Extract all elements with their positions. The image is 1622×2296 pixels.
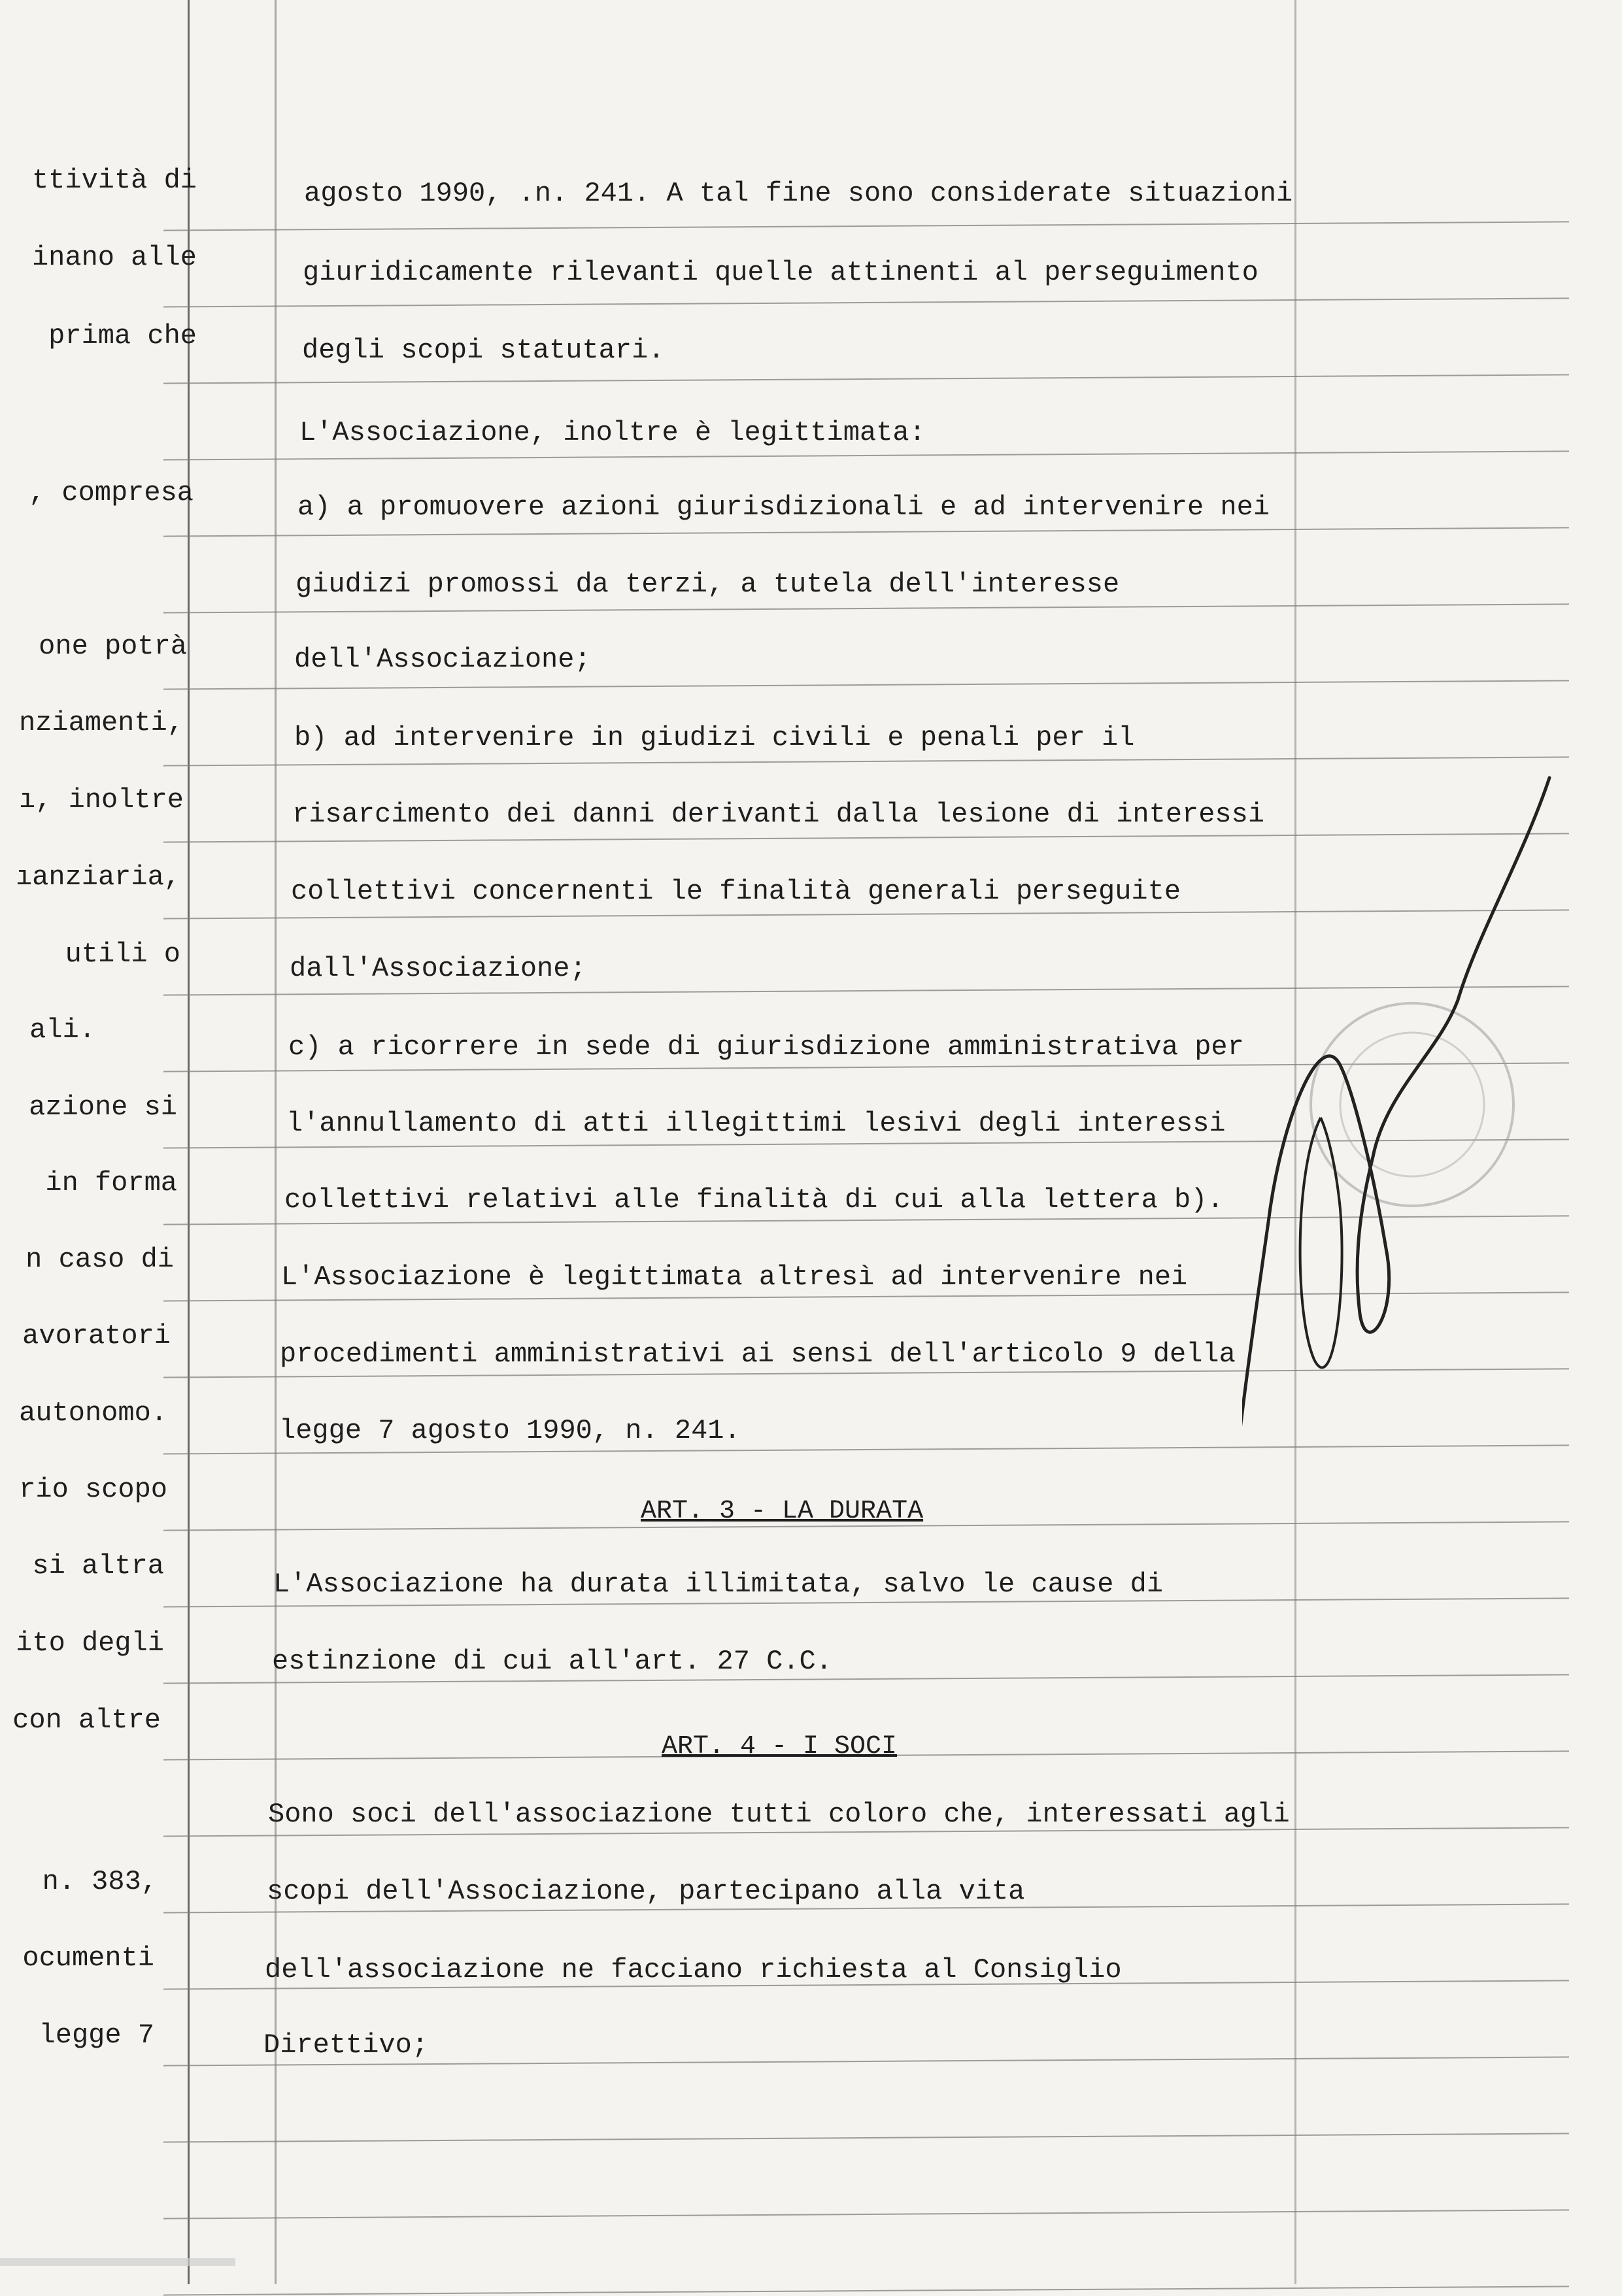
body-line: c) a ricorrere in sede di giurisdizione amministrativa per: [288, 1031, 1244, 1063]
margin-fragment: con altre: [12, 1705, 161, 1736]
margin-fragment: nziamenti,: [18, 707, 184, 739]
signature: [1242, 778, 1549, 1471]
body-line: L'Associazione, inoltre è legittimata:: [299, 417, 926, 448]
body-line: l'annullamento di atti illegittimi lesivi degli interessi: [286, 1108, 1226, 1139]
margin-fragment: utili o: [65, 939, 180, 970]
margin-fragment: ı, inoltre: [18, 784, 184, 816]
signature-and-stamp: [1242, 752, 1608, 1536]
margin-fragment: one potrà: [39, 631, 187, 662]
margin-fragment: ttività di: [31, 165, 197, 196]
scan-edge: [0, 2258, 235, 2266]
body-line: scopi dell'Associazione, partecipano alla vita: [267, 1876, 1025, 1907]
margin-fragment: autonomo.: [19, 1397, 167, 1429]
stamp-inner-circle: [1340, 1033, 1484, 1176]
margin-fragment: n. 383,: [42, 1866, 158, 1897]
body-line: legge 7 agosto 1990, n. 241.: [279, 1415, 741, 1446]
ruled-line: [163, 603, 1569, 613]
margin-fragment: azione si: [29, 1091, 177, 1123]
margin-fragment: si altra: [32, 1550, 164, 1582]
margin-fragment: inano alle: [31, 242, 197, 273]
margin-fragment: ıanziaria,: [15, 861, 180, 893]
ruled-line: [163, 2133, 1569, 2142]
margin-fragment: avoratori: [22, 1320, 171, 1352]
body-line: collettivi concernenti le finalità generali perseguite: [291, 876, 1181, 907]
ruled-line: [163, 221, 1569, 231]
margin-fragment: rio scopo: [19, 1474, 167, 1505]
margin-fragment: prima che: [48, 320, 197, 352]
ruled-line: [163, 450, 1569, 460]
body-line: giuridicamente rilevanti quelle attinenti al perseguimento: [303, 257, 1259, 288]
body-line: L'Associazione ha durata illimitata, salvo le cause di: [273, 1569, 1164, 1600]
body-line: b) ad intervenire in giudizi civili e penali per il: [294, 722, 1135, 754]
ruled-line: [163, 527, 1569, 537]
article-heading: ART. 4 - I SOCI: [662, 1732, 898, 1761]
body-line: agosto 1990, .n. 241. A tal fine sono considerate situazioni: [304, 178, 1293, 209]
margin-fragment: in forma: [45, 1167, 177, 1199]
article-heading: ART. 3 - LA DURATA: [641, 1497, 924, 1526]
ruled-line: [163, 297, 1569, 307]
margin-fragment: legge 7: [39, 2020, 154, 2051]
body-line: collettivi relativi alle finalità di cui alla lettera b).: [284, 1184, 1224, 1216]
body-line: degli scopi statutari.: [302, 335, 665, 366]
body-line: dall'Associazione;: [290, 953, 586, 984]
body-line: dell'Associazione;: [294, 644, 591, 675]
margin-fragment: ali.: [29, 1014, 95, 1046]
signature-loop: [1300, 1118, 1342, 1367]
margin-fragment: ito degli: [16, 1627, 164, 1659]
ruled-line: [163, 2209, 1569, 2219]
body-line: giudizi promossi da terzi, a tutela dell'interesse: [296, 569, 1120, 600]
body-line: risarcimento dei danni derivanti dalla lesione di interessi: [292, 799, 1265, 830]
body-line: procedimenti amministrativi ai sensi dell'articolo 9 della: [280, 1339, 1236, 1370]
margin-fragment: n caso di: [25, 1244, 174, 1275]
body-line: a) a promuovere azioni giurisdizionali e ad intervenire nei: [297, 491, 1270, 523]
margin-fragment: , compresa: [28, 477, 194, 508]
ruled-line: [163, 680, 1569, 690]
ruled-line: [163, 2286, 1569, 2295]
body-line: estinzione di cui all'art. 27 C.C.: [272, 1646, 832, 1677]
body-line: L'Associazione è legittimata altresì ad intervenire nei: [281, 1261, 1188, 1293]
ruled-line: [163, 374, 1569, 384]
margin-fragment: ocumenti: [22, 1942, 154, 1974]
body-line: Sono soci dell'associazione tutti coloro che, interessati agli: [268, 1799, 1290, 1830]
text-column-rule: [275, 0, 277, 2284]
body-line: Direttivo;: [263, 2029, 429, 2061]
body-line: dell'associazione ne facciano richiesta al Consiglio: [265, 1954, 1122, 1986]
